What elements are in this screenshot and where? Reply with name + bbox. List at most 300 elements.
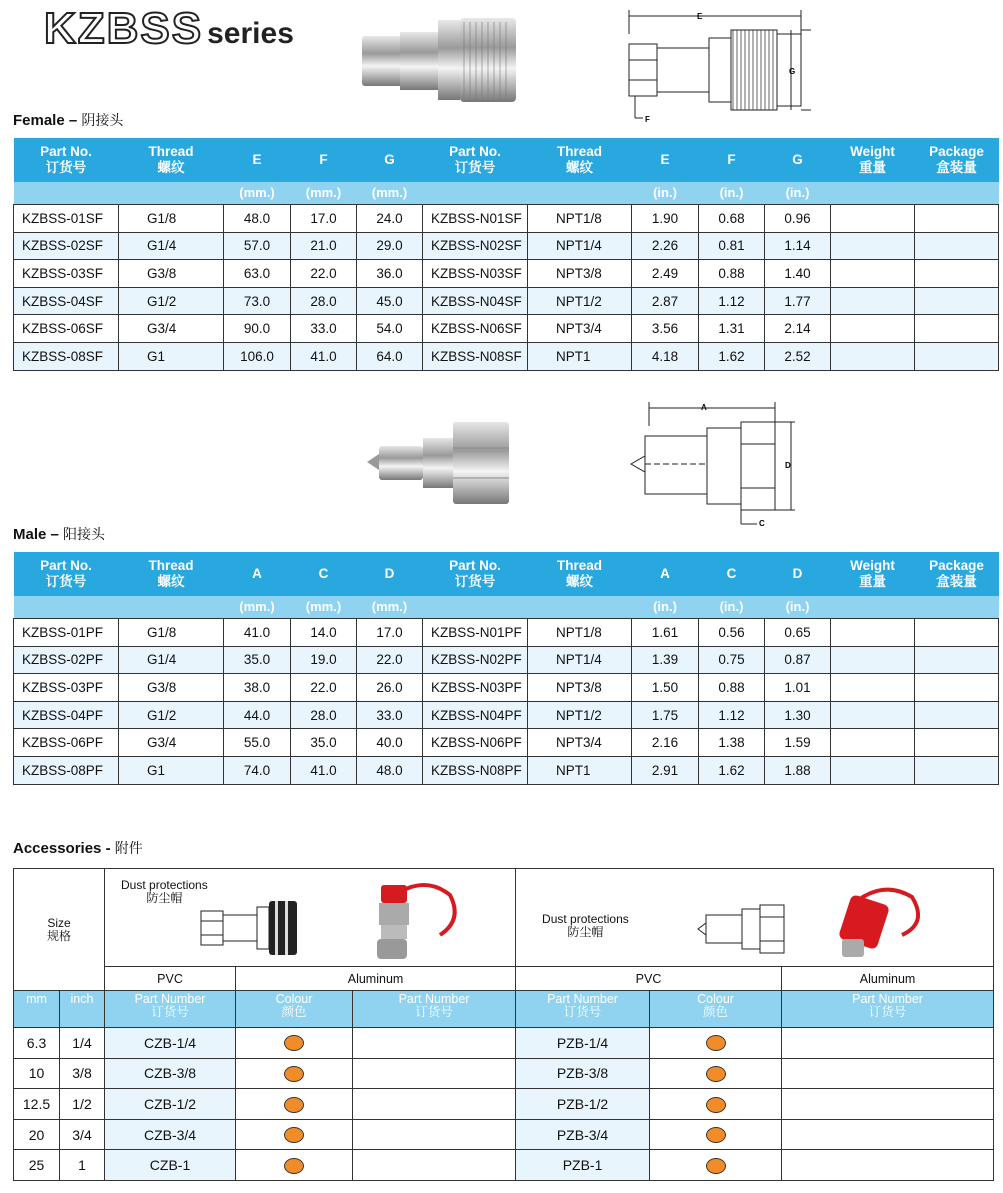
col-header-cn: 螺纹 — [566, 160, 593, 175]
male-dimension-drawing — [615, 398, 815, 528]
table-cell — [915, 260, 999, 288]
table-cell: G3/4 — [119, 729, 224, 757]
table-cell: 1.30 — [765, 701, 831, 729]
dim-label-d: D — [785, 461, 791, 470]
table-cell: 36.0 — [357, 260, 423, 288]
female-col-header-11 — [915, 138, 999, 182]
series-title-suffix: series — [207, 17, 294, 50]
col-header-en: Thread — [148, 144, 194, 159]
table-cell: 1.01 — [765, 674, 831, 702]
table-cell: 19.0 — [291, 646, 357, 674]
colour-swatch — [650, 1150, 782, 1181]
col-header-en: G — [384, 152, 395, 167]
dim-label-e: E — [697, 12, 703, 21]
table-cell — [831, 287, 915, 315]
table-cell: 0.75 — [699, 646, 765, 674]
table-cell: NPT1 — [528, 342, 632, 370]
table-cell: KZBSS-06PF — [14, 729, 119, 757]
table-cell — [831, 342, 915, 370]
female-dust-label-cn: 防尘帽 — [146, 891, 183, 905]
table-cell — [915, 342, 999, 370]
table-cell: KZBSS-03PF — [14, 674, 119, 702]
col-header-en: Thread — [148, 558, 194, 573]
table-cell: 41.0 — [224, 619, 291, 647]
sub-part-number-1: Part Number 订货号 — [105, 991, 236, 1028]
orange-dot-icon — [284, 1127, 304, 1143]
orange-dot-icon — [706, 1097, 726, 1113]
pvc-female-part: CZB-1/2 — [105, 1089, 236, 1120]
unit-cell — [423, 596, 528, 619]
pvc-male-part: PZB-1/2 — [516, 1089, 650, 1120]
table-cell: NPT1/4 — [528, 232, 632, 260]
male-plug-photo — [365, 418, 515, 508]
size-label-cn: 规格 — [47, 928, 72, 943]
size-label: Size — [47, 915, 71, 930]
colour-swatch — [650, 1058, 782, 1089]
col-header-en: A — [252, 566, 262, 581]
table-cell: 0.81 — [699, 232, 765, 260]
aluminum-male-part — [782, 1089, 994, 1120]
male-col-header-8 — [699, 552, 765, 596]
female-table-row — [14, 315, 999, 343]
colour-swatch — [236, 1089, 353, 1120]
female-col-header-0 — [14, 138, 119, 182]
table-cell: G1/4 — [119, 232, 224, 260]
aluminum-female-part — [353, 1150, 516, 1181]
pvc-male-part: PZB-1 — [516, 1150, 650, 1181]
table-cell — [831, 756, 915, 784]
table-cell: 40.0 — [357, 729, 423, 757]
table-cell: G1 — [119, 342, 224, 370]
aluminum-male-part — [782, 1058, 994, 1089]
unit-cell — [119, 182, 224, 205]
colour-swatch — [236, 1150, 353, 1181]
table-cell: 0.68 — [699, 205, 765, 233]
male-label-cn: 阳接头 — [63, 526, 106, 542]
unit-cell: (mm.) — [224, 182, 291, 205]
size-mm: 12.5 — [14, 1089, 60, 1120]
col-header-en: Part No. — [449, 144, 501, 159]
table-cell: 2.52 — [765, 342, 831, 370]
table-cell — [915, 756, 999, 784]
col-header-en: Part No. — [40, 144, 92, 159]
size-header-cell — [14, 869, 105, 991]
unit-cell — [831, 182, 915, 205]
unit-cell: (in.) — [699, 182, 765, 205]
accessories-label-en: Accessories - — [13, 840, 111, 857]
unit-cell — [528, 596, 632, 619]
table-cell: 1.12 — [699, 287, 765, 315]
col-header-en: G — [792, 152, 803, 167]
table-cell: 1.31 — [699, 315, 765, 343]
table-cell: 35.0 — [224, 646, 291, 674]
table-cell: KZBSS-02PF — [14, 646, 119, 674]
female-units-row — [14, 182, 999, 205]
orange-dot-icon — [284, 1097, 304, 1113]
unit-cell — [119, 596, 224, 619]
female-dust-cap-cell — [105, 869, 516, 967]
table-cell: 2.87 — [632, 287, 699, 315]
table-cell — [831, 205, 915, 233]
dim-label-c: C — [759, 519, 765, 528]
col-header-en: Part No. — [40, 558, 92, 573]
pvc-male-part: PZB-1/4 — [516, 1028, 650, 1059]
female-col-header-6 — [528, 138, 632, 182]
col-header-en: Weight — [850, 144, 895, 159]
col-header-en: C — [726, 566, 737, 581]
table-cell: 1.62 — [699, 342, 765, 370]
table-cell: KZBSS-N06PF — [423, 729, 528, 757]
table-cell: 35.0 — [291, 729, 357, 757]
table-cell: 21.0 — [291, 232, 357, 260]
col-header-en: Weight — [850, 558, 895, 573]
table-cell: 28.0 — [291, 701, 357, 729]
table-cell: 24.0 — [357, 205, 423, 233]
table-cell: KZBSS-N08SF — [423, 342, 528, 370]
accessory-row-3 — [14, 1119, 994, 1150]
unit-cell: (in.) — [765, 596, 831, 619]
female-col-header-10 — [831, 138, 915, 182]
unit-cell: (mm.) — [224, 596, 291, 619]
male-dust-label — [542, 913, 629, 939]
table-cell: KZBSS-N03SF — [423, 260, 528, 288]
table-cell: 74.0 — [224, 756, 291, 784]
col-header-en: Package — [929, 144, 984, 159]
table-cell — [831, 232, 915, 260]
table-cell: KZBSS-04SF — [14, 287, 119, 315]
table-cell: 1.38 — [699, 729, 765, 757]
col-header-cn: 订货号 — [45, 160, 87, 175]
female-col-header-2 — [224, 138, 291, 182]
size-mm: 6.3 — [14, 1028, 60, 1059]
table-cell: G1/2 — [119, 287, 224, 315]
table-cell: 48.0 — [357, 756, 423, 784]
table-cell: 1.61 — [632, 619, 699, 647]
table-cell: G1/8 — [119, 205, 224, 233]
col-header-cn: 订货号 — [45, 574, 87, 589]
table-cell: NPT1/8 — [528, 205, 632, 233]
table-cell: 22.0 — [357, 646, 423, 674]
col-header-cn: 订货号 — [454, 160, 496, 175]
male-col-header-10 — [831, 552, 915, 596]
dim-label-f: F — [645, 115, 650, 124]
female-label-en: Female – — [13, 112, 78, 129]
table-cell: KZBSS-04PF — [14, 701, 119, 729]
col-header-en: E — [252, 152, 262, 167]
table-cell: 22.0 — [291, 260, 357, 288]
table-cell: 1.88 — [765, 756, 831, 784]
female-header-row — [14, 138, 999, 182]
pvc-male-part: PZB-3/4 — [516, 1119, 650, 1150]
size-mm: 25 — [14, 1150, 60, 1181]
table-cell: 1.77 — [765, 287, 831, 315]
table-cell: 63.0 — [224, 260, 291, 288]
table-cell: 22.0 — [291, 674, 357, 702]
female-col-header-5 — [423, 138, 528, 182]
table-cell: 1.40 — [765, 260, 831, 288]
col-header-cn: 盒装量 — [936, 574, 977, 589]
table-cell: KZBSS-N03PF — [423, 674, 528, 702]
aluminum-female-part — [353, 1028, 516, 1059]
table-cell: 41.0 — [291, 342, 357, 370]
aluminum-male-part — [782, 1150, 994, 1181]
table-cell — [831, 674, 915, 702]
table-cell: KZBSS-06SF — [14, 315, 119, 343]
table-cell: 0.87 — [765, 646, 831, 674]
table-cell — [915, 315, 999, 343]
table-cell: NPT1/8 — [528, 619, 632, 647]
orange-dot-icon — [284, 1158, 304, 1174]
col-header-cn: 订货号 — [454, 574, 496, 589]
table-cell: 17.0 — [357, 619, 423, 647]
unit-cell: (in.) — [699, 596, 765, 619]
male-header-row — [14, 552, 999, 596]
material-aluminum-right: Aluminum — [782, 967, 994, 991]
female-coupler-photo — [360, 14, 520, 104]
table-cell: 1.39 — [632, 646, 699, 674]
female-table-row — [14, 232, 999, 260]
table-cell: NPT3/8 — [528, 674, 632, 702]
female-dimension-drawing — [615, 4, 815, 124]
male-plug-sketch — [696, 901, 792, 957]
female-section-label — [13, 110, 123, 130]
size-inch: 1/2 — [60, 1089, 105, 1120]
table-cell: G3/4 — [119, 315, 224, 343]
male-col-header-7 — [632, 552, 699, 596]
colour-swatch — [236, 1119, 353, 1150]
male-table-row — [14, 729, 999, 757]
col-header-en: F — [727, 152, 736, 167]
table-cell: 44.0 — [224, 701, 291, 729]
orange-dot-icon — [706, 1066, 726, 1082]
accessory-row-0 — [14, 1028, 994, 1059]
size-mm: 20 — [14, 1119, 60, 1150]
sub-mm: mm — [14, 991, 60, 1028]
male-dust-label-en: Dust protections — [542, 912, 629, 926]
series-title-main: KZBSS — [44, 4, 204, 53]
table-cell: KZBSS-N01SF — [423, 205, 528, 233]
aluminum-female-part — [353, 1089, 516, 1120]
table-cell: 0.88 — [699, 674, 765, 702]
table-cell: KZBSS-N01PF — [423, 619, 528, 647]
table-cell — [915, 205, 999, 233]
unit-cell — [14, 182, 119, 205]
orange-dot-icon — [284, 1035, 304, 1051]
table-cell: 0.96 — [765, 205, 831, 233]
table-cell: G3/8 — [119, 260, 224, 288]
table-cell: 73.0 — [224, 287, 291, 315]
accessories-section-label — [13, 838, 143, 858]
table-cell: 64.0 — [357, 342, 423, 370]
male-col-header-4 — [357, 552, 423, 596]
table-cell: 1.12 — [699, 701, 765, 729]
table-cell: 2.14 — [765, 315, 831, 343]
unit-cell: (in.) — [765, 182, 831, 205]
material-aluminum-left: Aluminum — [236, 967, 516, 991]
female-label-cn: 阴接头 — [81, 112, 124, 128]
table-cell: 1.62 — [699, 756, 765, 784]
col-header-en: F — [319, 152, 328, 167]
table-cell: 26.0 — [357, 674, 423, 702]
table-cell: NPT1/2 — [528, 701, 632, 729]
col-header-cn: 螺纹 — [566, 574, 593, 589]
table-cell — [915, 232, 999, 260]
table-cell: KZBSS-02SF — [14, 232, 119, 260]
unit-cell — [831, 596, 915, 619]
col-header-en: D — [384, 566, 395, 581]
accessory-row-1 — [14, 1058, 994, 1089]
table-cell: KZBSS-03SF — [14, 260, 119, 288]
sub-part-number-4: Part Number 订货号 — [782, 991, 994, 1028]
table-cell — [831, 701, 915, 729]
male-table-row — [14, 756, 999, 784]
table-cell: 3.56 — [632, 315, 699, 343]
col-header-cn: 螺纹 — [157, 160, 185, 175]
male-label-en: Male – — [13, 526, 59, 543]
table-cell: G1/4 — [119, 646, 224, 674]
unit-cell: (mm.) — [291, 182, 357, 205]
col-header-en: C — [318, 566, 329, 581]
male-col-header-6 — [528, 552, 632, 596]
table-cell: 33.0 — [357, 701, 423, 729]
size-inch: 1 — [60, 1150, 105, 1181]
table-cell: KZBSS-08SF — [14, 342, 119, 370]
table-cell: KZBSS-N04PF — [423, 701, 528, 729]
table-cell: 0.88 — [699, 260, 765, 288]
table-cell: 57.0 — [224, 232, 291, 260]
table-cell: KZBSS-N02PF — [423, 646, 528, 674]
table-cell: 55.0 — [224, 729, 291, 757]
table-cell — [831, 646, 915, 674]
material-pvc-left: PVC — [105, 967, 236, 991]
female-col-header-3 — [291, 138, 357, 182]
table-cell: G1 — [119, 756, 224, 784]
aluminum-female-part — [353, 1119, 516, 1150]
female-coupler-sketch — [197, 897, 307, 957]
table-cell: NPT3/8 — [528, 260, 632, 288]
table-cell — [915, 701, 999, 729]
male-red-dust-cap-image — [822, 879, 932, 965]
unit-cell: (mm.) — [357, 182, 423, 205]
pvc-male-part: PZB-3/8 — [516, 1058, 650, 1089]
table-cell: 90.0 — [224, 315, 291, 343]
aluminum-male-part — [782, 1028, 994, 1059]
table-cell — [831, 729, 915, 757]
table-cell: 2.16 — [632, 729, 699, 757]
female-col-header-7 — [632, 138, 699, 182]
male-col-header-11 — [915, 552, 999, 596]
table-cell: 38.0 — [224, 674, 291, 702]
unit-cell — [528, 182, 632, 205]
table-cell — [915, 674, 999, 702]
col-header-cn: 螺纹 — [157, 574, 185, 589]
table-cell: 2.26 — [632, 232, 699, 260]
colour-swatch — [236, 1028, 353, 1059]
table-cell — [831, 619, 915, 647]
accessory-row-4 — [14, 1150, 994, 1181]
table-cell: KZBSS-N08PF — [423, 756, 528, 784]
male-dust-cap-cell — [516, 869, 994, 967]
unit-cell: (mm.) — [357, 596, 423, 619]
male-col-header-0 — [14, 552, 119, 596]
unit-cell: (in.) — [632, 182, 699, 205]
accessory-row-2 — [14, 1089, 994, 1120]
table-cell: 41.0 — [291, 756, 357, 784]
male-units-row — [14, 596, 999, 619]
aluminum-female-part — [353, 1058, 516, 1089]
table-cell: NPT1 — [528, 756, 632, 784]
table-cell: NPT1/2 — [528, 287, 632, 315]
table-cell: 17.0 — [291, 205, 357, 233]
col-header-en: Thread — [556, 558, 602, 573]
table-cell — [831, 260, 915, 288]
female-table-row — [14, 260, 999, 288]
table-cell: KZBSS-08PF — [14, 756, 119, 784]
dim-label-g: G — [789, 67, 796, 76]
table-cell: 4.18 — [632, 342, 699, 370]
male-section-label — [13, 524, 105, 544]
sub-part-number-2: Part Number 订货号 — [353, 991, 516, 1028]
table-cell: 45.0 — [357, 287, 423, 315]
table-cell: G1/2 — [119, 701, 224, 729]
table-cell — [831, 315, 915, 343]
col-header-en: Package — [929, 558, 984, 573]
colour-swatch — [650, 1028, 782, 1059]
table-cell: 1.50 — [632, 674, 699, 702]
unit-cell — [14, 596, 119, 619]
table-cell: 28.0 — [291, 287, 357, 315]
male-spec-table — [13, 552, 999, 785]
table-cell: 2.91 — [632, 756, 699, 784]
female-dust-label — [121, 879, 208, 905]
female-table-row — [14, 205, 999, 233]
orange-dot-icon — [706, 1158, 726, 1174]
table-cell: 48.0 — [224, 205, 291, 233]
female-table-row — [14, 342, 999, 370]
sub-inch: inch — [60, 991, 105, 1028]
col-header-cn: 盒装量 — [936, 160, 977, 175]
table-cell — [915, 619, 999, 647]
unit-cell: (mm.) — [291, 596, 357, 619]
table-cell: 0.56 — [699, 619, 765, 647]
dim-label-a: A — [701, 403, 707, 412]
pvc-female-part: CZB-3/4 — [105, 1119, 236, 1150]
orange-dot-icon — [706, 1127, 726, 1143]
table-cell: 1.90 — [632, 205, 699, 233]
table-cell — [915, 287, 999, 315]
orange-dot-icon — [706, 1035, 726, 1051]
sub-part-number-3: Part Number 订货号 — [516, 991, 650, 1028]
material-pvc-right: PVC — [516, 967, 782, 991]
accessories-subheader-row — [14, 991, 994, 1028]
table-cell: 33.0 — [291, 315, 357, 343]
table-cell: 1.59 — [765, 729, 831, 757]
unit-cell — [423, 182, 528, 205]
accessories-table — [13, 868, 994, 1181]
series-title — [44, 4, 294, 52]
size-inch: 3/4 — [60, 1119, 105, 1150]
table-cell: NPT3/4 — [528, 729, 632, 757]
aluminum-male-part — [782, 1119, 994, 1150]
male-col-header-1 — [119, 552, 224, 596]
table-cell: 1.75 — [632, 701, 699, 729]
orange-dot-icon — [284, 1066, 304, 1082]
male-dust-label-cn: 防尘帽 — [567, 925, 604, 939]
table-cell: 29.0 — [357, 232, 423, 260]
female-table-row — [14, 287, 999, 315]
male-col-header-9 — [765, 552, 831, 596]
male-col-header-2 — [224, 552, 291, 596]
